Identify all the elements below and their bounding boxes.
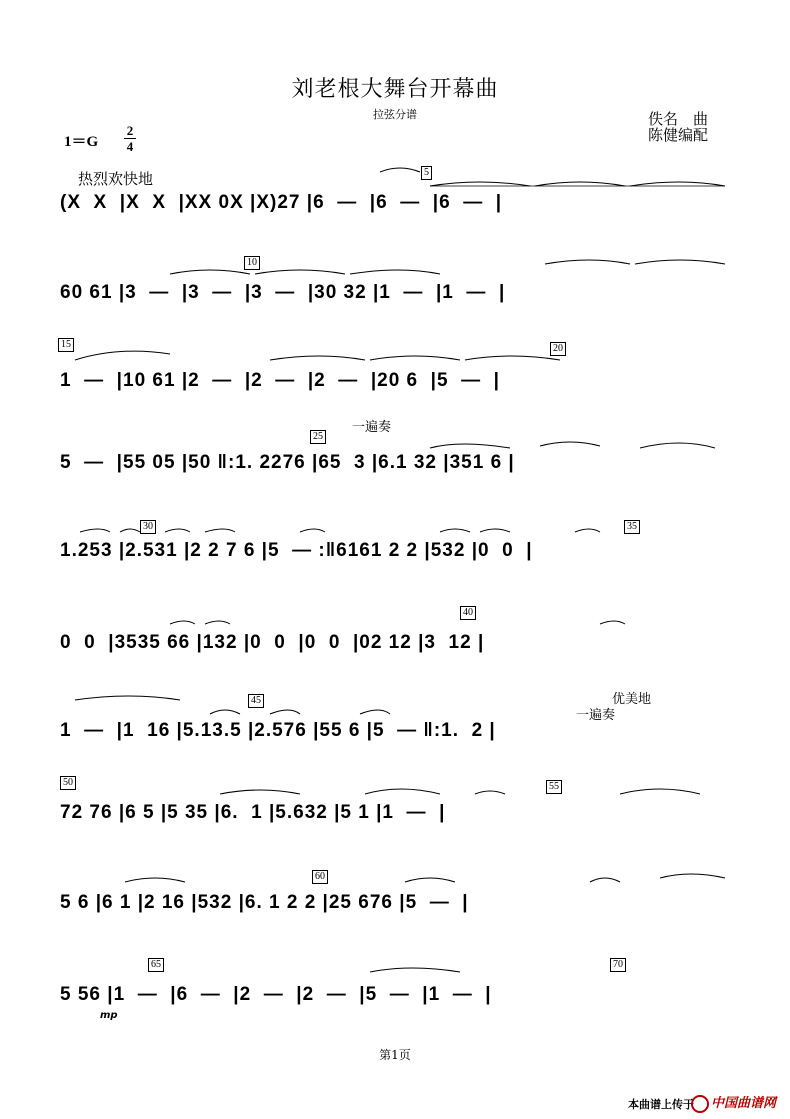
first-ending-marking: 一遍奏: [352, 420, 392, 435]
measure-number: 10: [244, 256, 260, 270]
measure-number: 30: [140, 520, 156, 534]
arranger-credit: 陈健编配: [648, 126, 709, 144]
measure-number: 20: [550, 342, 566, 356]
measure-number: 35: [624, 520, 640, 534]
page-title: 刘老根大舞台开幕曲: [291, 77, 499, 102]
site-logo[interactable]: [691, 1092, 776, 1113]
notation-line: (X X |X X |XX 0X |X)27 |6 — |6 — |6 — |: [60, 192, 503, 213]
expression-marking: 优美地: [612, 692, 652, 707]
first-ending-marking: 一遍奏: [576, 708, 616, 723]
notation-line: 60 61 |3 — |3 — |3 — |30 32 |1 — |1 — |: [60, 282, 506, 303]
notation-line: 1 — |1 16 |5.13.5 |2.576 |55 6 |5 — ‖:1. 2 |: [60, 720, 496, 741]
measure-number: 50: [60, 776, 76, 790]
notation-line: 1 — |10 61 |2 — |2 — |2 — |20 6 |5 — |: [60, 370, 500, 391]
logo-icon: [691, 1095, 709, 1113]
measure-number: 15: [58, 338, 74, 352]
key-signature: 1＝G: [64, 134, 99, 150]
staff-row-8: [0, 770, 790, 840]
notation-line: 5 6 |6 1 |2 16 |532 |6. 1 2 2 |25 676 |5 — |: [60, 892, 469, 913]
notation-line: 1.253 |2.531 |2 2 7 6 |5 — :‖6161 2 2 |532 |0 0 |: [60, 540, 533, 561]
staff-row-9: [0, 860, 790, 930]
measure-number: 5: [421, 166, 432, 180]
measure-number: 45: [248, 694, 264, 708]
meter-bottom: 4: [126, 139, 134, 154]
measure-number: 40: [460, 606, 476, 620]
staff-row-10: [0, 952, 790, 1022]
tempo-marking: 热烈欢快地: [78, 170, 154, 188]
time-signature: [124, 124, 136, 153]
notation-line: 5 56 |1 — |6 — |2 — |2 — |5 — |1 — |: [60, 984, 492, 1005]
measure-number: 55: [546, 780, 562, 794]
staff-row-6: [0, 600, 790, 670]
page-number: 第1页: [379, 1048, 411, 1062]
upload-text: 本曲谱上传于: [628, 1098, 694, 1111]
dynamic-marking: mp: [100, 1010, 118, 1021]
staff-row-7: [0, 688, 790, 758]
notation-line: 72 76 |6 5 |5 35 |6. 1 |5.632 |5 1 |1 — |: [60, 802, 446, 823]
measure-number: 25: [310, 430, 326, 444]
site-name: 中国曲谱网: [710, 1096, 776, 1111]
notation-line: 0 0 |3535 66 |132 |0 0 |0 0 |02 12 |3 12 |: [60, 632, 485, 653]
measure-number: 70: [610, 958, 626, 972]
measure-number: 65: [148, 958, 164, 972]
page-subtitle: 拉弦分谱: [373, 108, 417, 121]
composer-credit: 佚名 曲: [648, 110, 709, 128]
meter-top: 2: [126, 123, 134, 138]
staff-row-1: [0, 160, 790, 230]
staff-row-5: [0, 508, 790, 578]
measure-number: 60: [312, 870, 328, 884]
staff-row-2: [0, 250, 790, 320]
notation-line: 5 — |55 05 |50 ‖:1. 2276 |65 3 |6.1 32 |351 6 |: [60, 452, 515, 473]
staff-row-3: [0, 338, 790, 408]
staff-row-4: [0, 420, 790, 490]
